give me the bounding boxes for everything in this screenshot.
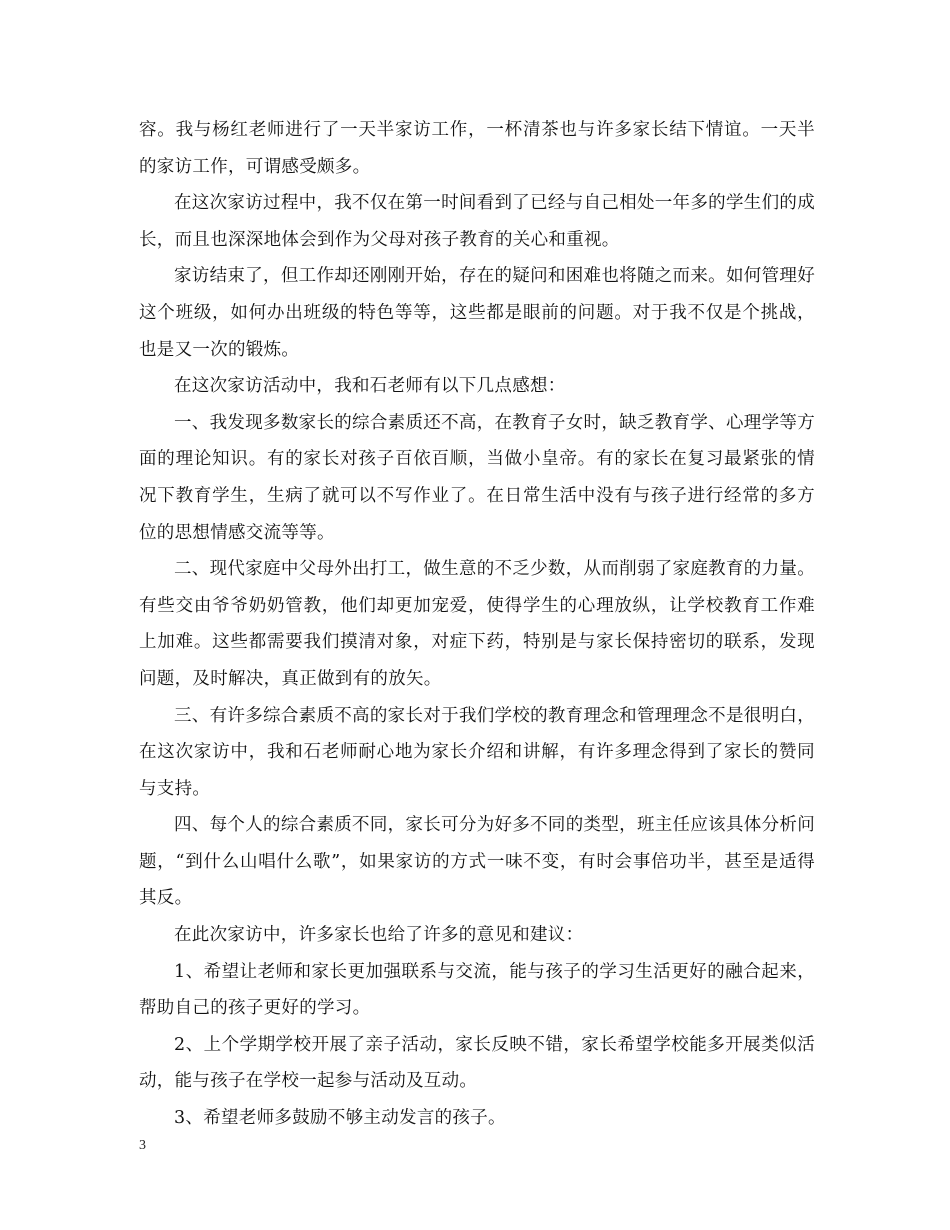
page-number: 3 (139, 1138, 146, 1153)
paragraph: 3、希望老师多鼓励不够主动发言的孩子。 (174, 1108, 506, 1129)
paragraph: 四、每个人的综合素质不同，家长可分为好多不同的类型，班主任应该具体分析问题，“到什么山唱什么歌”，如果家访的方式一味不变，有时会事倍功半，甚至是适得其反。 (139, 815, 815, 909)
paragraph: 在这次家访过程中，我不仅在第一时间看到了已经与自己相处一年多的学生们的成长，而且也深深地体会到作为父母对孩子教育的关心和重视。 (139, 193, 815, 250)
paragraph: 家访结束了，但工作却还刚刚开始，存在的疑问和困难也将随之而来。如何管理好这个班级，如何办出班级的特色等等，这些都是眼前的问题。对于我不仅是个挑战，也是又一次的锻炼。 (139, 266, 815, 360)
document-body (139, 112, 815, 1137)
paragraph: 容。我与杨红老师进行了一天半家访工作，一杯清茶也与许多家长结下情谊。一天半的家访工作，可谓感受颇多。 (139, 120, 815, 177)
paragraph: 在这次家访活动中，我和石老师有以下几点感想： (174, 376, 566, 397)
paragraph: 2、上个学期学校开展了亲子活动，家长反映不错，家长希望学校能多开展类似活动，能与孩子在学校一起参与活动及互动。 (139, 1034, 815, 1092)
paragraph: 1、希望让老师和家长更加强联系与交流，能与孩子的学习生活更好的融合起来，帮助自己的孩子更好的学习。 (139, 961, 815, 1019)
paragraph: 在此次家访中，许多家长也给了许多的意见和建议： (174, 925, 584, 946)
paragraph: 二、现代家庭中父母外出打工，做生意的不乏少数，从而削弱了家庭教育的力量。有些交由爷爷奶奶管教，他们却更加宠爱，使得学生的心理放纵，让学校教育工作难上加难。这些都需要我们摸清对象，对症下药，特别是与家长保持密切的联系，发现问题，及时解决，真正做到有的放矢。 (139, 559, 815, 689)
paragraph: 一、我发现多数家长的综合素质还不高，在教育子女时，缺乏教育学、心理学等方面的理论知识。有的家长对孩子百依百顺，当做小皇帝。有的家长在复习最紧张的情况下教育学生，生病了就可以不写作业了。在日常生活中没有与孩子进行经常的多方位的思想情感交流等等。 (139, 412, 815, 543)
paragraph: 三、有许多综合素质不高的家长对于我们学校的教育理念和管理理念不是很明白，在这次家访中，我和石老师耐心地为家长介绍和讲解，有许多理念得到了家长的赞同与支持。 (139, 705, 815, 799)
